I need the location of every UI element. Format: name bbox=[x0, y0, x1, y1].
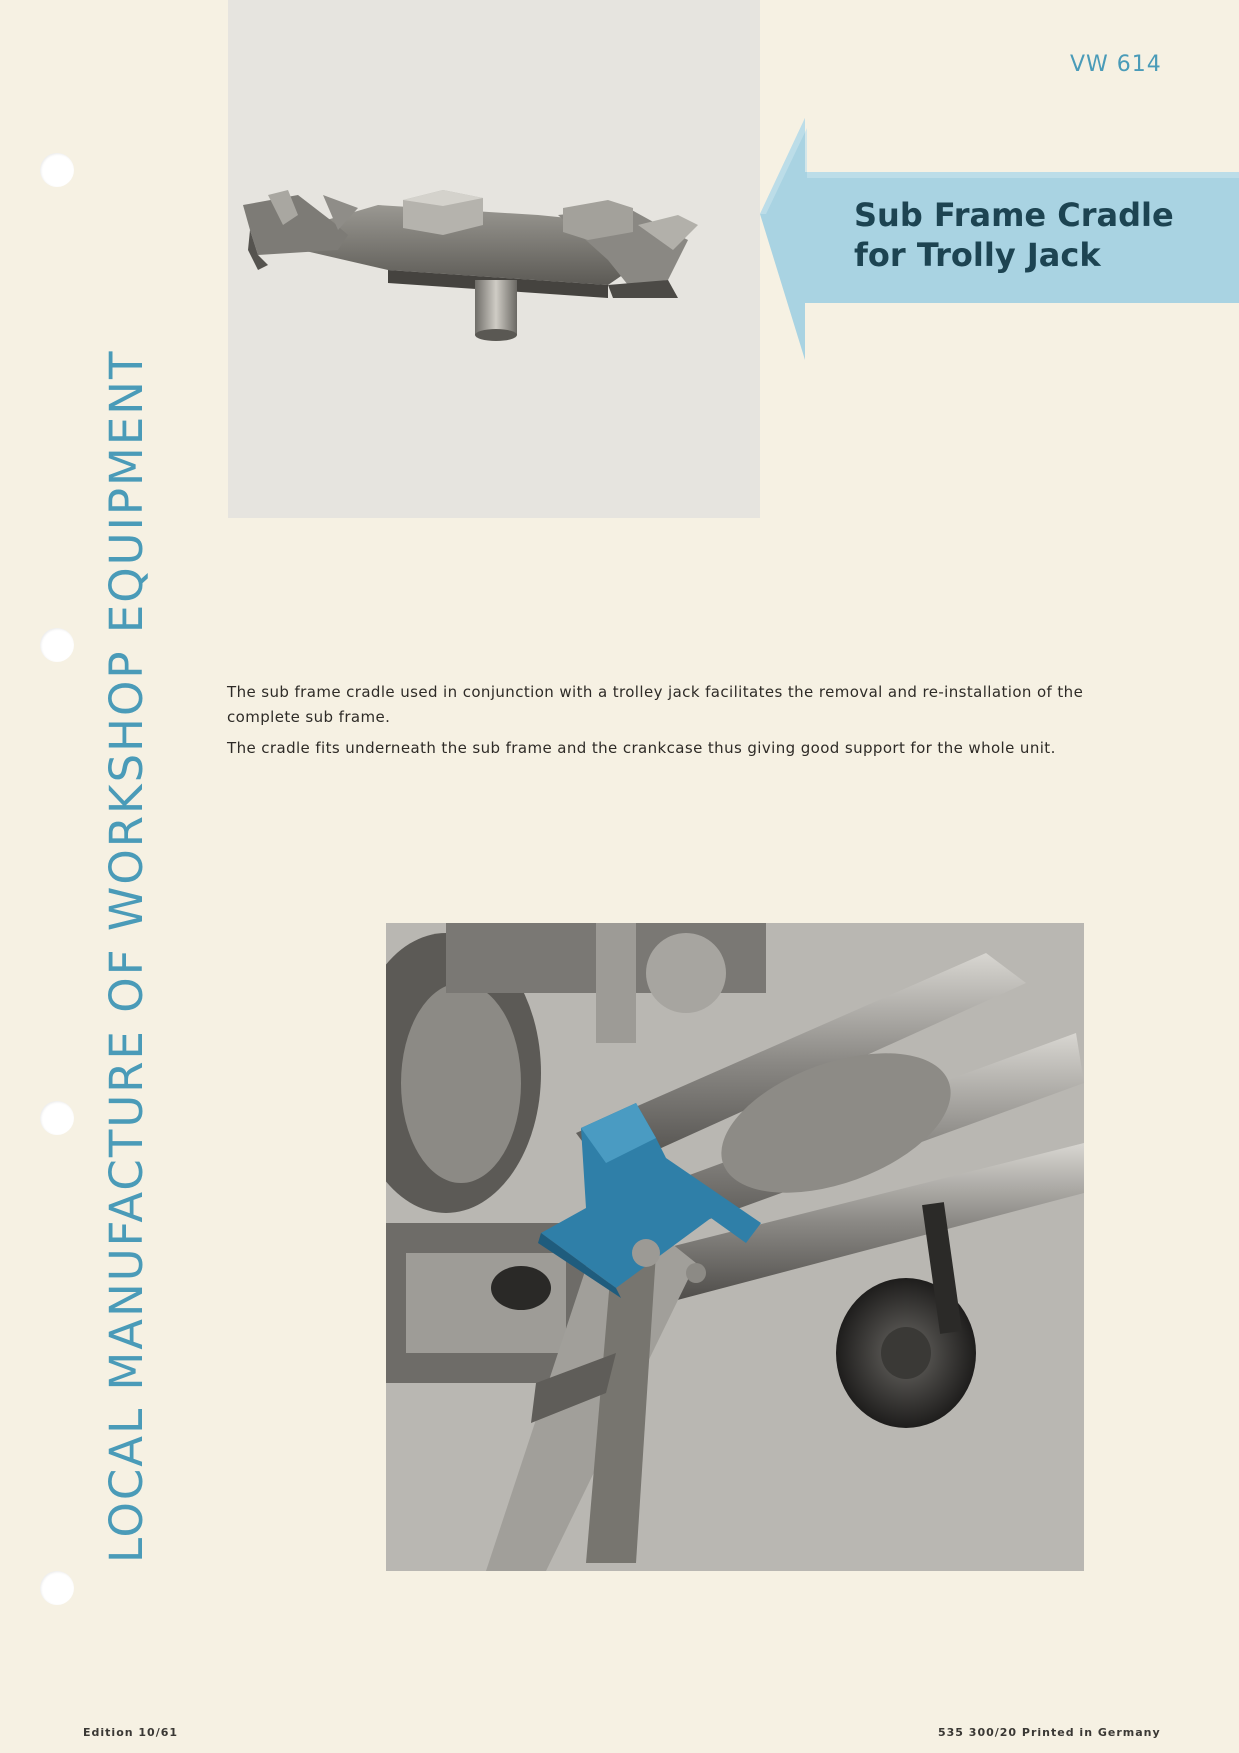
title-line-2: for Trolly Jack bbox=[854, 236, 1101, 274]
title-line-1: Sub Frame Cradle bbox=[854, 196, 1174, 234]
side-title: LOCAL MANUFACTURE OF WORKSHOP EQUIPMENT bbox=[100, 349, 153, 1563]
print-info: 535 300/20 Printed in Germany bbox=[938, 1726, 1161, 1739]
punch-hole-middle bbox=[40, 628, 74, 662]
vehicle-underside-illustration bbox=[386, 923, 1084, 1571]
paragraph-1: The sub frame cradle used in conjunction with a trolley jack facilitates the removal and re-installation of the complete sub frame. bbox=[227, 683, 1084, 726]
cradle-in-use-photo bbox=[386, 923, 1084, 1571]
document-title bbox=[854, 195, 1214, 275]
punch-hole-top bbox=[40, 153, 74, 187]
paragraph-2: The cradle fits underneath the sub frame and the crankcase thus giving good support for the whole unit. bbox=[227, 739, 1056, 757]
edition-label: Edition 10/61 bbox=[83, 1726, 179, 1739]
sub-frame-cradle-photo bbox=[228, 0, 760, 518]
cradle-illustration bbox=[228, 0, 760, 518]
document-number: VW 614 bbox=[1070, 52, 1162, 77]
description bbox=[227, 680, 1087, 767]
punch-hole-lower bbox=[40, 1101, 74, 1135]
punch-hole-bottom bbox=[40, 1571, 74, 1605]
